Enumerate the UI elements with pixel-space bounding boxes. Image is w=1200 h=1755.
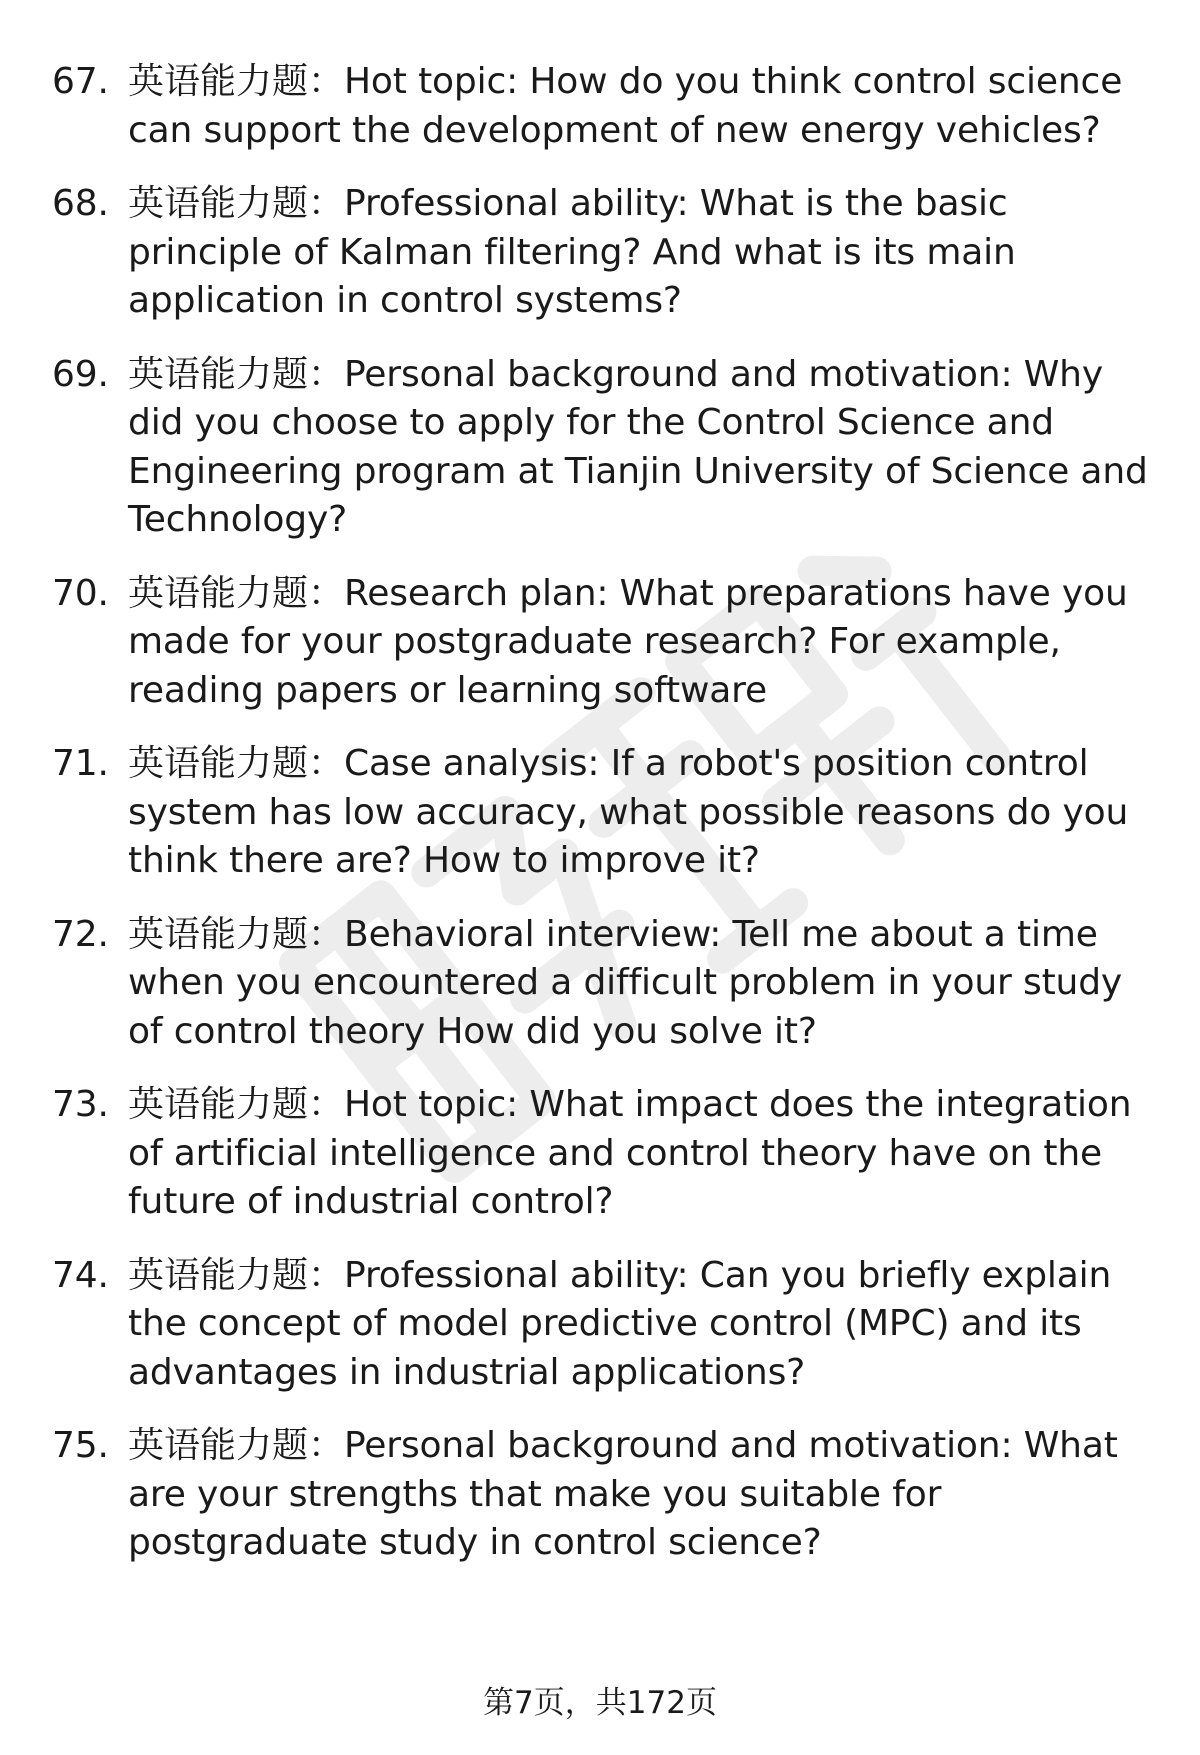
page-number-label: 第7页，共172页 [483,1685,717,1721]
question-text: Hot topic: How do you think control science can support the development of new energy vehicles? [128,61,1123,151]
page-footer [0,1683,1200,1723]
question-text: Behavioral interview: Tell me about a time when you encountered a difficult problem in your study of control theory How did you solve it? [128,913,1123,1052]
question-category: 英语能力题： [128,572,345,614]
question-item [0,570,1200,716]
question-item [0,180,1200,326]
question-category: 英语能力题： [128,1254,345,1296]
question-category: 英语能力题： [128,913,345,955]
question-number: 69. [52,353,109,395]
question-text: Professional ability: What is the basic principle of Kalman filtering? And what is its main application in control systems? [128,183,1016,321]
question-item [0,740,1200,886]
question-category: 英语能力题： [128,353,345,395]
question-number: 67. [52,61,109,102]
question-text: Hot topic: What impact does the integration of artificial intelligence and control theory have on the future of industrial control? [128,1084,1132,1222]
question-item [0,58,1200,155]
question-text: Professional ability: Can you briefly explain the concept of model predictive control (MPC) and its advantages in industrial applications? [128,1254,1112,1393]
question-text: Case analysis: If a robot's position control system has low accuracy, what possible reasons do you think there are? How to improve it? [128,743,1129,881]
question-category: 英语能力题： [128,743,345,784]
question-text: Personal background and motivation: Why did you choose to apply for the Control Science and Engineering program at Tianjin University of Science and Technology? [128,353,1148,540]
question-category: 英语能力题： [128,1084,345,1125]
question-number: 73. [52,1084,109,1125]
question-item [0,351,1200,545]
question-item [0,1252,1200,1398]
question-number: 74. [52,1254,109,1296]
question-item [0,1422,1200,1568]
question-number: 71. [52,743,109,784]
question-item [0,1081,1200,1227]
question-number: 72. [52,913,109,955]
question-item [0,911,1200,1057]
question-category: 英语能力题： [128,1425,345,1466]
question-category: 英语能力题： [128,61,345,102]
question-text: Research plan: What preparations have you made for your postgraduate research? For example, reading papers or learning software [128,572,1128,711]
question-number: 75. [52,1425,109,1466]
question-text: Personal background and motivation: What are your strengths that make you suitable for postgraduate study in control science? [128,1425,1118,1563]
question-category: 英语能力题： [128,183,345,224]
question-number: 70. [52,572,109,614]
question-number: 68. [52,183,109,224]
